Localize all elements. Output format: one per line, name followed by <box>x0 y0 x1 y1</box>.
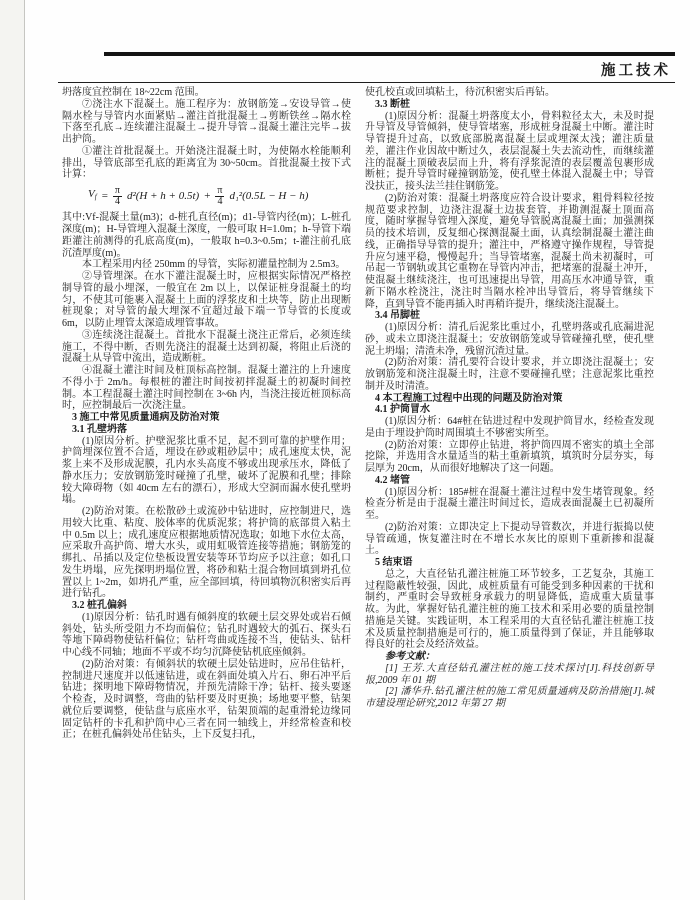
section-heading-4-2: 4.2 堵管 <box>375 474 410 486</box>
section-heading-3-4: 3.4 吊脚桩 <box>375 310 420 322</box>
paragraph: (1)原因分析。护壁泥浆比重不足，起不到可靠的护壁作用；护筒埋深位置不合适，埋设在砂或粗砂层中；成孔速度太快，泥浆上来不及形成泥膜，孔内水头高度不够或出现承压水，降低了静水压力；安放钢筋笼时碰撞了孔壁，破坏了泥膜和孔壁；排除较大障碍物（如 40cm 左右的漂石），形成大空洞而漏水使孔壁坍塌。 <box>62 435 351 506</box>
section-heading-5: 5 结束语 <box>375 557 413 568</box>
paragraph: 总之，大直径钻孔灌注桩施工环节较多，工艺复杂，其施工过程隐蔽性较强，因此，成桩质量有可能受到多种因素的干扰和制约，严重时会导致桩身承载力的明显降低，造成重大质量事故。为此，掌握好钻孔灌注桩的施工技术和采用必要的质量控制措施是关键。实践证明，本工程采用的大直径钻孔灌注桩施工技术及质量控制措施是可行的，施工质量得到了保证，并且能够取得良好的社会及经济效益。 <box>365 568 654 651</box>
reference-item-1: [1] 王芳.大直径钻孔灌注桩的施工技术探讨[J].科技创新导报,2009 年 01 期 <box>365 662 654 686</box>
article-body <box>62 87 654 741</box>
paragraph: (2)防治对策：立即决定上下提动导管数次，并进行振捣以使导管疏通，恢复灌注时在不增长水灰比的原则下重新掺和混凝土。 <box>365 521 654 557</box>
paragraph: (1)原因分析：185#桩在混凝土灌注过程中发生堵管现象。经检查分析是由于混凝土灌注时间过长，造成表面混凝土已初凝所至。 <box>365 486 654 521</box>
section-heading-3: 3 施工中常见质量通病及防治对策 <box>72 412 220 424</box>
formula-variable: $V_f$ <box>88 188 97 202</box>
paragraph: 坍落度宜控制在 18~22cm 范围。 <box>62 87 205 98</box>
section-heading-3-3: 3.3 断桩 <box>375 98 410 110</box>
paragraph: 本工程采用内径 250mm 的导管，实际初灌量控制为 2.5m3。 <box>82 259 346 271</box>
left-column <box>62 87 351 741</box>
section-heading-4-1: 4.1 护筒冒水 <box>375 404 430 416</box>
paragraph: 使孔校直或回填粘土，待沉积密实后再钻。 <box>365 87 555 98</box>
header-rule-thin <box>58 82 675 83</box>
formula-term-1: d²(H + h + 0.5t) <box>126 189 200 202</box>
section-heading-3-1: 3.1 孔壁坍落 <box>72 423 127 435</box>
paragraph: ①灌注首批混凝土。开始浇注混凝土时，为使隔水栓能顺利排出，导管底部至孔底的距离宜为 30~50cm。首批混凝土按下式计算： <box>62 145 351 181</box>
section-heading-3-2: 3.2 桩孔偏斜 <box>72 600 127 612</box>
paragraph: 其中:Vf-混凝土量(m3)；d-桩孔直径(m)；d1-导管内径(m)；L-桩孔深度(m)；H-导管埋入混凝土深度，一般可取 H=1.0m；h-导管下端距灌注前测得的孔底高度(m)，一般取 h=0.3~0.5m；t-灌注前孔底沉渣厚度(m)。 <box>62 212 351 259</box>
paragraph: (1)原因分析：64#桩在钻进过程中发现护筒冒水，经检查发现是由于埋设护筒时周围填土不够密实所至。 <box>365 416 654 439</box>
formula-term-2: d₁²(0.5L − H − h) <box>229 189 309 202</box>
journal-title: 施工技术 <box>601 63 671 79</box>
paragraph: (2)防治对策：有倾斜状的软硬土层处钻进时，应吊住钻杆，控制进尺速度并以低速钻进，或在斜面处填入片石、卵石冲平后钻进；探明地下障碍物情况，并预先清除干净；钻杆、接头要逐个检查，及时调整，弯曲的钻杆要及时更换；场地要平整，钻架就位后要调整，使钻盘与底座水平，钻架顶端的起重滑轮边缘同固定钻杆的卡孔和护筒中心三者在同一轴线上，并经常检查和校正；在桩孔偏斜处吊住钻头，上下反复扫孔， <box>62 658 351 741</box>
paragraph: (2)防治对策。在松散砂土或流砂中钻进时，应控制进尺，选用较大比重、粘度、胶体率的优质泥浆；将护筒的底部贯入粘土中 0.5m 以上；成孔速度应根据地质情况选取；如地下水位太高，应采取升高护筒、增大水头，或用虹吸管连接等措施；钢筋笼的绑扎、吊插以及定位垫板设置安装等环节均应予以注意；如孔口发生坍塌，应先探明坍塌位置，将砂和粘土混合物回填到坍孔位置以上 1~2m，如坍孔严重，应全部回填，待回填物沉积密实后再进行钻孔。 <box>62 506 351 600</box>
paragraph: ③连续浇注混凝土。首批水下混凝土浇注正常后，必须连续施工，不得中断，否则先浇注的混凝土达到初凝，将阻止后浇的混凝土从导管中流出，造成断桩。 <box>62 329 351 365</box>
formula-fraction-pi-4: $\frac{\pi}{4}$ <box>114 185 120 208</box>
paragraph: (1)原因分析：清孔后泥浆比重过小，孔壁坍落或孔底漏进泥砂，或未立即浇注混凝土；安放钢筋笼或导管碰撞孔壁，使孔壁泥土坍塌；清渣未净，残留沉渣过量。 <box>365 322 654 357</box>
paragraph: (1)原因分析：钻孔时遇有倾斜度的软硬土层交界处或岩石倾斜处，钻头所受阻力不均而偏位；钻孔时遇较大的弧石、探头石等地下障碍物使钻杆偏位；钻杆弯曲或连接不当，使钻头、钻杆中心线不同轴；地面不平或不均匀沉降使钻机底座倾斜。 <box>62 611 351 659</box>
page-header <box>58 52 675 83</box>
paragraph: ⑦浇注水下混凝土。施工程序为：放钢筋笼→安设导管→使隔水栓与导管内水面紧贴→灌注首批混凝土→剪断铁丝→隔水栓下落至孔底→连续灌注混凝土→提升导管→混凝土灌注完毕→拔出护筒。 <box>62 98 351 145</box>
formula-plus: + <box>204 189 211 202</box>
paragraph: ②导管埋深。在水下灌注混凝土时，应根据实际情况严格控制导管的最小埋深，一般宜在 2m 以上，以保证桩身混凝土的均匀，不使其可能裹入混凝土上面的浮浆皮和土块等，防止出现断桩现象；对导管的最大埋深不宜超过最下端一节导管的长度或 6m，以防止埋管太深造成埋管事故。 <box>62 271 351 330</box>
section-heading-4: 4 本工程施工过程中出现的问题及防治对策 <box>375 392 563 404</box>
concrete-volume-formula <box>88 186 351 207</box>
right-column <box>365 87 654 741</box>
formula-equals: = <box>101 189 108 202</box>
formula-fraction-pi-4: $\frac{\pi}{4}$ <box>217 185 223 208</box>
paragraph: ④混凝土灌注时间及桩顶标高控制。混凝土灌注的上升速度不得小于 2m/h。每根桩的灌注时间按初拌混凝土的初凝时间控制。本工程混凝土灌注时间控制在 3~6h 内，当浇注接近桩顶标高时，应控制最后一次浇注量。 <box>62 365 351 412</box>
paragraph: (1)原因分析：混凝土坍落度太小，骨料粒径太大，未及时提升导管及导管倾斜，使导管堵塞，形成桩身混凝土中断。灌注时导管提升过高，以致底部脱离混凝土层或埋深太浅；灌注质量差，灌注作业因故中断过久，表层混凝土失去流动性，而继续灌注的混凝土顶破表层而上升，将有浮浆泥渣的表层覆盖包裹形成断桩；提升导管时碰撞钢筋笼，使孔壁土体混入混凝土中；导管没扶正，接头法兰挂住钢筋笼。 <box>365 110 654 192</box>
paragraph: (2)防治对策：混凝土坍落度应符合设计要求，粗骨料粒径按规范要求控制，边浇注混凝土边拔套管，并勘测混凝土顶面高度，随时掌握导管埋入深度，避免导管脱离混凝土面；加强测探员的技术培训，反复细心探测混凝土面，认真绘制混凝土灌注曲线，正确指导导管的提升；灌注中，严格遵守操作规程，导管提升应匀速平稳，慢慢起升；当导管堵塞，混凝土尚未初凝时，可吊起一节钢轨或其它重物在导管内冲击，把堵塞的混凝土冲开，使混凝土继续浇注，也可迅速提出导管，用高压水冲通导管，重新下隔水栓浇注，浇注时当隔水栓冲出导管后，将导管继续下降，直到导管不能再插入时再稍许提升，继续浇注混凝土。 <box>365 192 654 310</box>
document-page <box>25 0 700 900</box>
references-heading: 参考文献： <box>385 651 435 662</box>
scan-left-margin <box>0 0 25 900</box>
paragraph: (2)防治对策：清孔要符合设计要求，并立即浇注混凝土；安放钢筋笼和浇注混凝土时，注意不要碰撞孔壁；注意泥浆比重控制并及时清渣。 <box>365 357 654 392</box>
paragraph: (2)防治对策：立即停止钻进，将护筒四周不密实的填土全部挖除，并选用含水量适当的粘土重新填筑，填筑时分层夯实，每层厚为 20cm，从而很好地解决了这一问题。 <box>365 439 654 474</box>
reference-item-2: [2] 潘华升.钻孔灌注桩的施工常见质量通病及防治措施[J].城市建设理论研究,2012 年第 27 期 <box>365 686 654 709</box>
